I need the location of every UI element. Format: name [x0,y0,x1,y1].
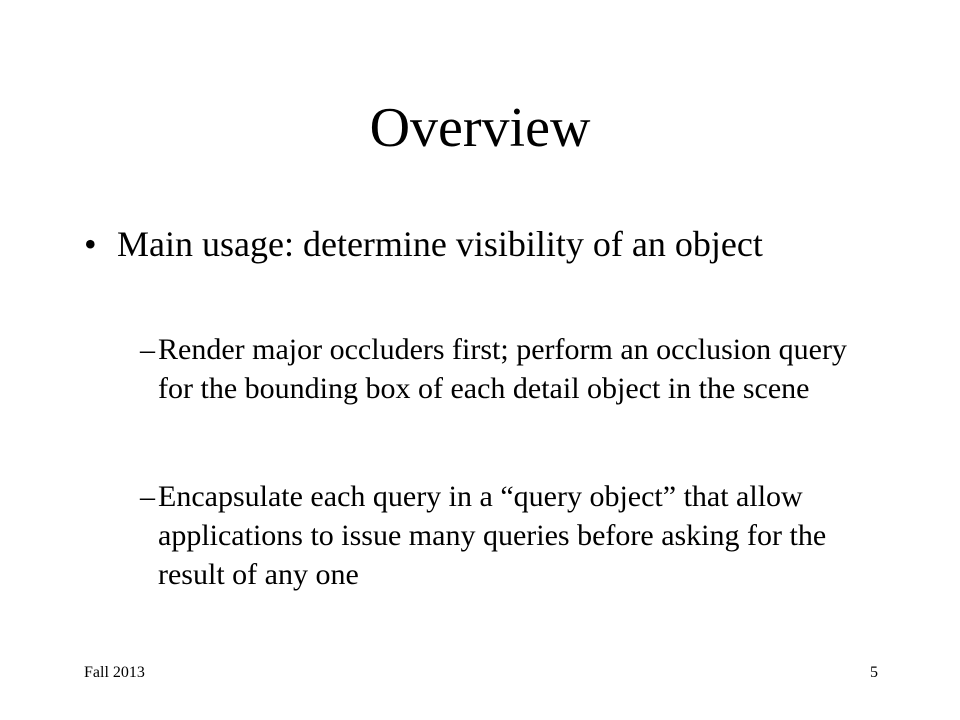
subbullet-marker: – [140,333,155,366]
page-number: 5 [870,664,878,681]
slide-title: Overview [369,97,591,159]
subbullet-text: Render major occluders first; perform an occlusion query for the bounding box of each detail object in the scene [158,333,847,405]
subbullet-marker: – [140,480,155,513]
footer-date: Fall 2013 [84,664,145,681]
bullet-text: Main usage: determine visibility of an object [117,224,763,264]
subbullet-text: Encapsulate each query in a “query object” that allow applications to issue many queries before asking for the result of any one [158,480,827,591]
bullet-marker: • [84,224,97,264]
